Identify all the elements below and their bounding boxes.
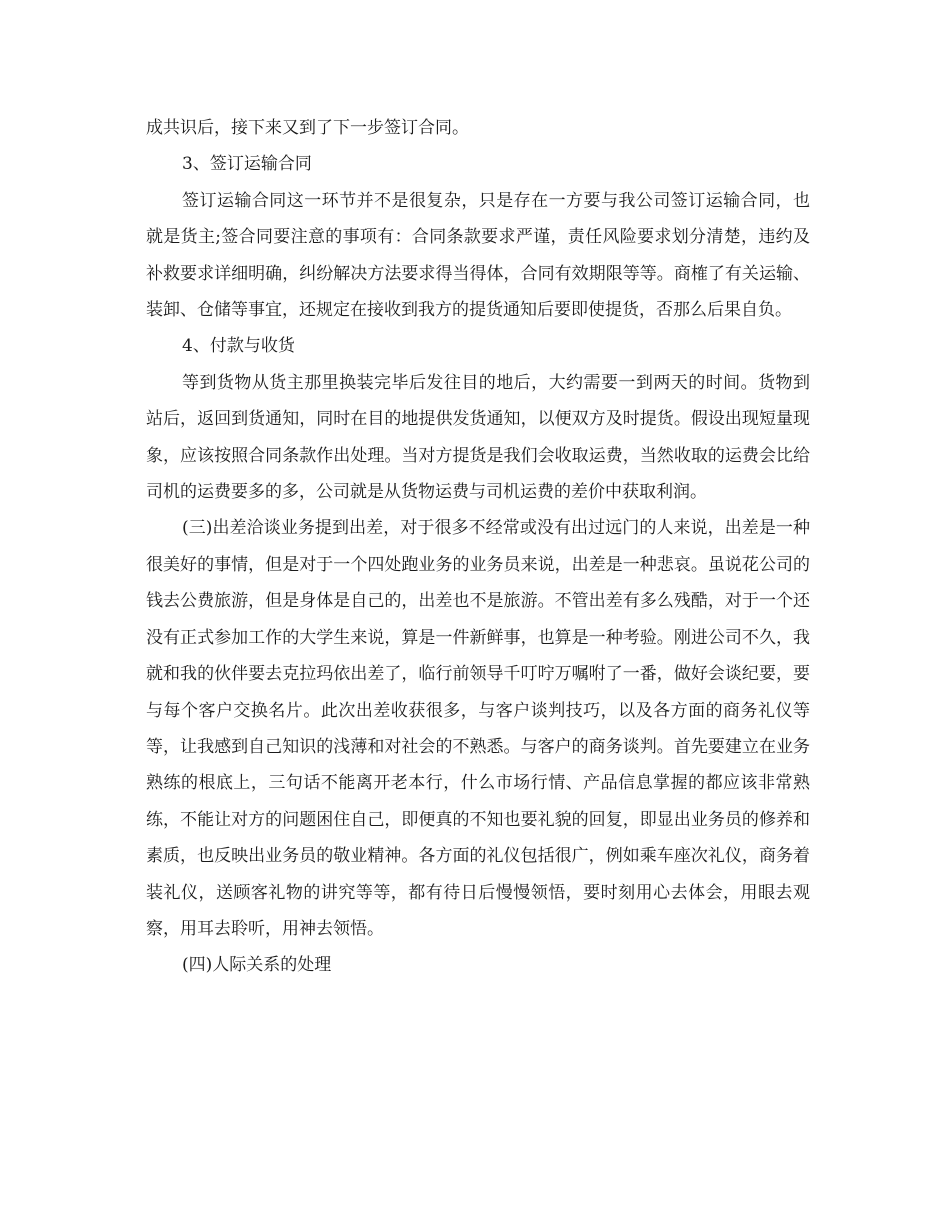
- paragraph-sign-contract: 签订运输合同这一环节并不是很复杂，只是存在一方要与我公司签订运输合同，也就是货主;签合同要注意的事项有：合同条款要求严谨，责任风险要求划分清楚，违约及补救要求详细明确，纠纷解决方法要求得当得体，合同有效期限等等。商榷了有关运输、装卸、仓储等事宜，还规定在接收到我方的提货通知后要即使提货，否那么后果自负。: [146, 190, 810, 321]
- paragraph-payment-receipt: 等到货物从货主那里换装完毕后发往目的地后，大约需要一到两天的时间。货物到站后，返回到货通知，同时在目的地提供发货通知，以便双方及时提货。假设出现短量现象，应该按照合同条款作出处理。当对方提货是我们会收取运费，当然收取的运费会比给司机的运费要多的多，公司就是从货物运费与司机运费的差价中获取利润。: [146, 372, 810, 503]
- paragraph-business-trip: (三)出差洽谈业务提到出差，对于很多不经常或没有出过远门的人来说，出差是一种很美好的事情，但是对于一个四处跑业务的业务员来说，出差是一种悲哀。虽说花公司的钱去公费旅游，但是身体是自己的，出差也不是旅游。不管出差有多么残酷，对于一个还没有正式参加工作的大学生来说，算是一件新鲜事，也算是一种考验。刚进公司不久，我就和我的伙伴要去克拉玛依出差了，临行前领导千叮咛万嘱咐了一番，做好会谈纪要，要与每个客户交换名片。此次出差收获很多，与客户谈判技巧，以及各方面的商务礼仪等等，让我感到自己知识的浅薄和对社会的不熟悉。与客户的商务谈判。首先要建立在业务熟练的根底上，三句话不能离开老本行，什么市场行情、产品信息掌握的都应该非常熟练，不能让对方的问题困住自己，即便真的不知也要礼貌的回复，即显出业务员的修养和素质，也反映出业务员的敬业精神。各方面的礼仪包括很广，例如乘车座次礼仪，商务着装礼仪，送顾客礼物的讲究等等，都有待日后慢慢领悟，要时刻用心去体会，用眼去观察，用耳去聆听，用神去领悟。: [146, 518, 810, 939]
- section-heading-payment-receipt: 4、付款与收货: [182, 336, 295, 357]
- section-heading-sign-contract: 3、签订运输合同: [182, 154, 312, 175]
- document-page: [146, 110, 810, 984]
- paragraph-continuation: 成共识后，接下来又到了下一步签订合同。: [146, 118, 469, 138]
- section-heading-interpersonal: (四)人际关系的处理: [182, 955, 332, 976]
